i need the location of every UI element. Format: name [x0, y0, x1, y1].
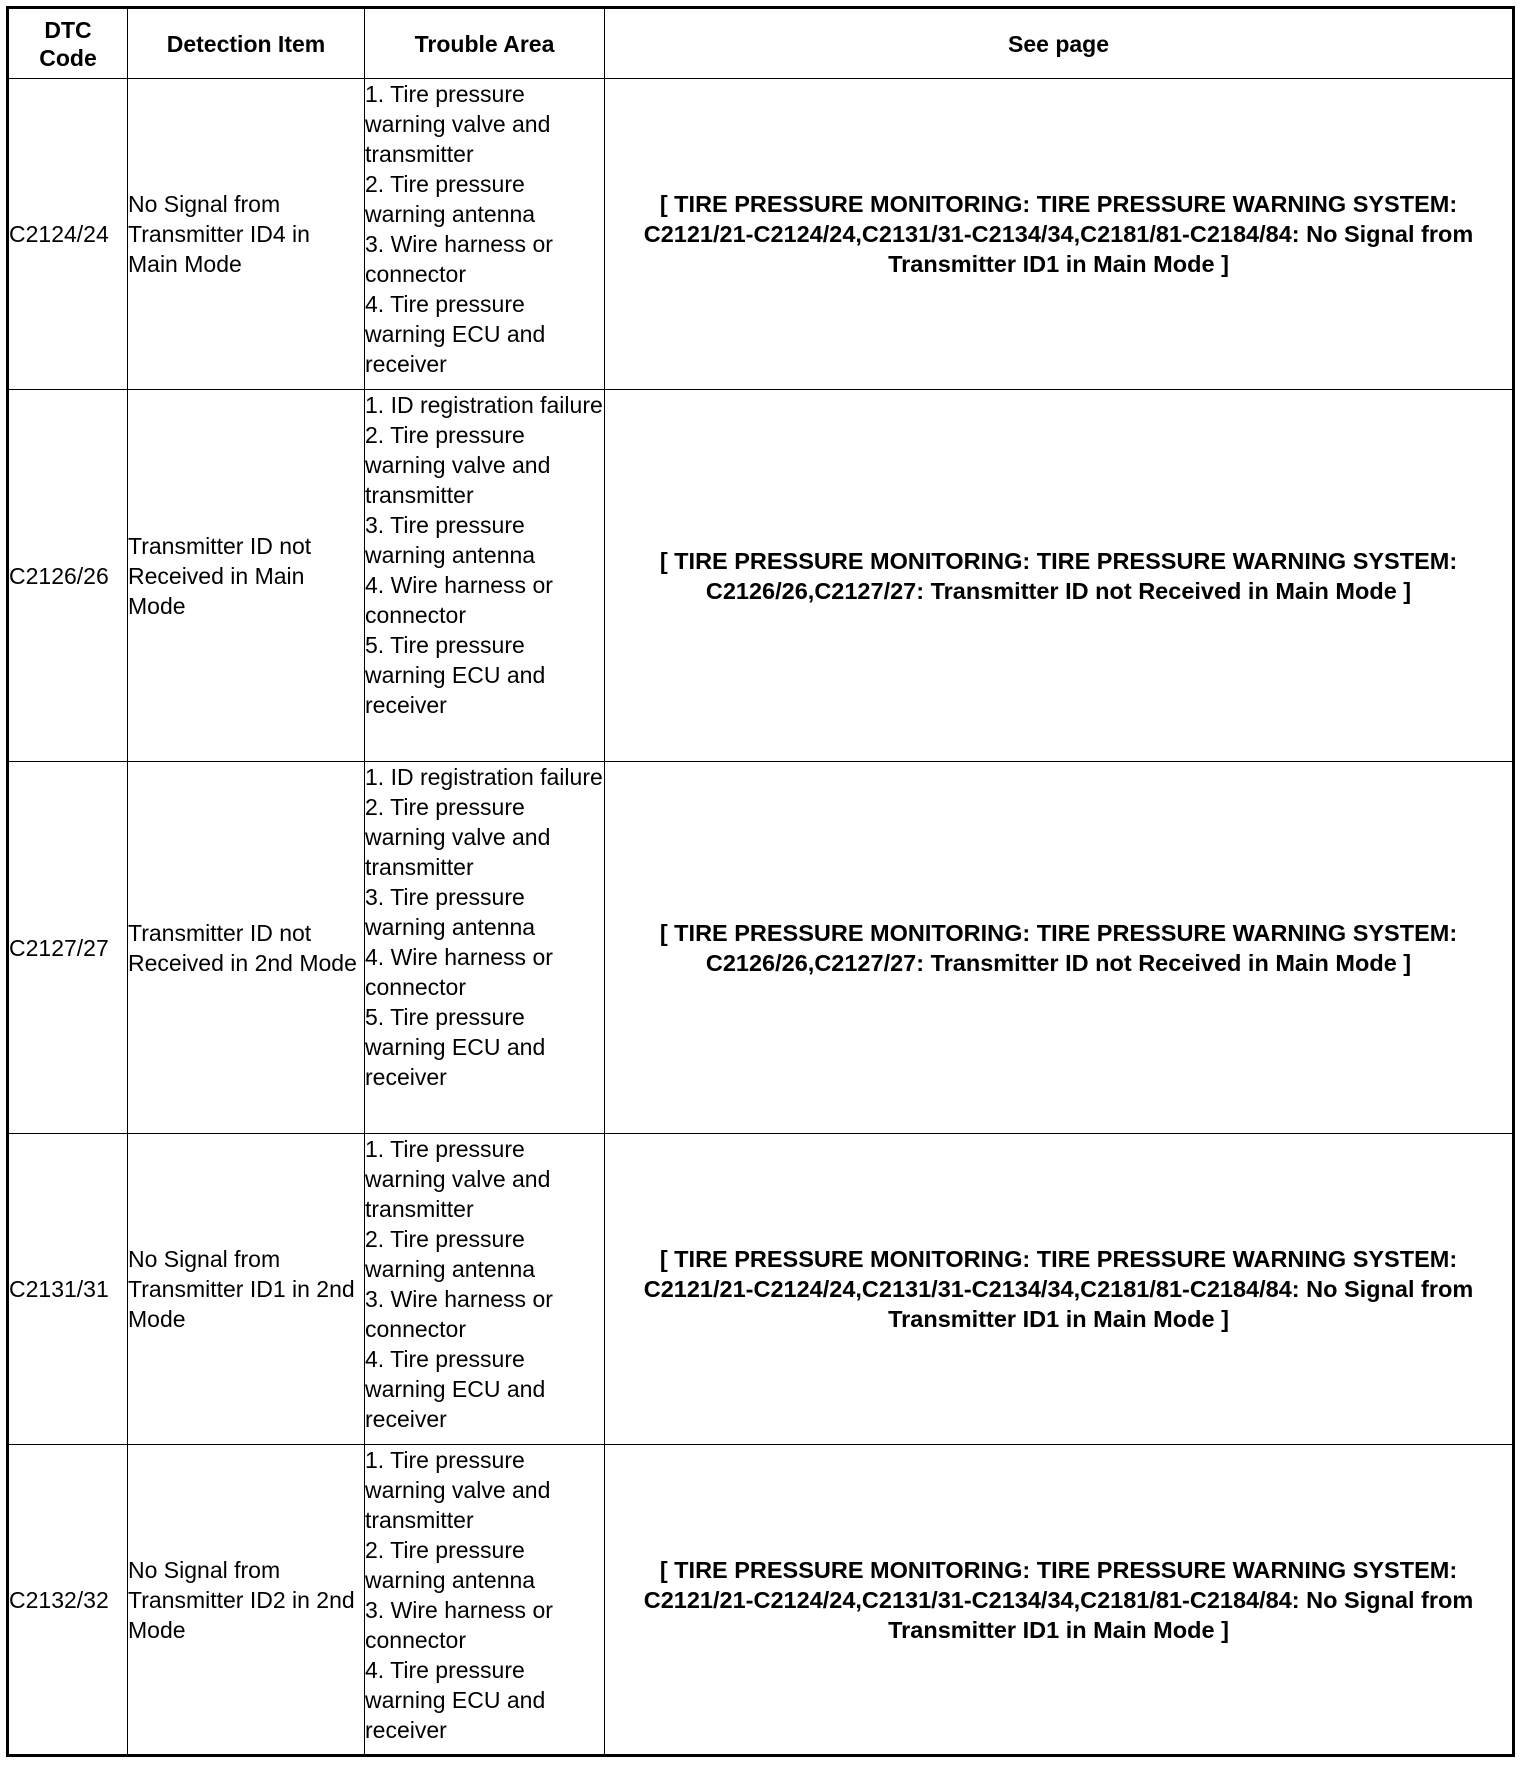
trouble-area-item: 4. Wire harness or connector — [365, 572, 553, 628]
see-page-link[interactable]: [ TIRE PRESSURE MONITORING: TIRE PRESSURE WARNING SYSTEM: C2121/21-C2124/24,C2131/31-C2134/34,C2181/81-C2184/84: No Signal from Transmitter ID1 in Main Mode ] — [605, 79, 1514, 390]
trouble-area-cell — [365, 1445, 605, 1756]
table-row — [8, 1445, 1514, 1756]
table-row — [8, 1134, 1514, 1445]
trouble-area-item: 1. Tire pressure warning valve and transmitter — [365, 1447, 551, 1533]
trouble-area-item: 3. Tire pressure warning antenna — [365, 884, 536, 940]
trouble-area-item: 2. Tire pressure warning valve and transmitter — [365, 422, 551, 508]
trouble-area-cell — [365, 1134, 605, 1445]
trouble-area-item: 3. Wire harness or connector — [365, 1286, 553, 1342]
see-page-link[interactable]: [ TIRE PRESSURE MONITORING: TIRE PRESSURE WARNING SYSTEM: C2121/21-C2124/24,C2131/31-C2134/34,C2181/81-C2184/84: No Signal from Transmitter ID1 in Main Mode ] — [605, 1445, 1514, 1756]
trouble-area-item: 3. Wire harness or connector — [365, 231, 553, 287]
detection-item-cell: No Signal from Transmitter ID1 in 2nd Mode — [128, 1134, 365, 1445]
detection-item-cell: No Signal from Transmitter ID2 in 2nd Mode — [128, 1445, 365, 1756]
trouble-area-item: 2. Tire pressure warning antenna — [365, 1226, 536, 1282]
trouble-area-item: 2. Tire pressure warning antenna — [365, 171, 536, 227]
dtc-code-cell: C2126/26 — [8, 390, 128, 762]
detection-item-cell: Transmitter ID not Received in 2nd Mode — [128, 762, 365, 1134]
trouble-area-item: 2. Tire pressure warning valve and transmitter — [365, 794, 551, 880]
see-page-link[interactable]: [ TIRE PRESSURE MONITORING: TIRE PRESSURE WARNING SYSTEM: C2126/26,C2127/27: Transmitter ID not Received in Main Mode ] — [605, 390, 1514, 762]
trouble-area-cell — [365, 390, 605, 762]
trouble-area-cell — [365, 762, 605, 1134]
trouble-area-cell — [365, 79, 605, 390]
trouble-area-item: 3. Tire pressure warning antenna — [365, 512, 536, 568]
detection-item-cell: No Signal from Transmitter ID4 in Main Mode — [128, 79, 365, 390]
header-see-page: See page — [605, 8, 1514, 79]
trouble-area-item: 1. ID registration failure — [365, 764, 603, 790]
detection-item-cell: Transmitter ID not Received in Main Mode — [128, 390, 365, 762]
table-body — [8, 79, 1514, 1756]
see-page-link[interactable]: [ TIRE PRESSURE MONITORING: TIRE PRESSURE WARNING SYSTEM: C2126/26,C2127/27: Transmitter ID not Received in Main Mode ] — [605, 762, 1514, 1134]
trouble-area-item: 5. Tire pressure warning ECU and receiver — [365, 632, 546, 718]
trouble-area-item: 1. ID registration failure — [365, 392, 603, 418]
trouble-area-item: 4. Tire pressure warning ECU and receiver — [365, 291, 546, 377]
see-page-link[interactable]: [ TIRE PRESSURE MONITORING: TIRE PRESSURE WARNING SYSTEM: C2121/21-C2124/24,C2131/31-C2134/34,C2181/81-C2184/84: No Signal from Transmitter ID1 in Main Mode ] — [605, 1134, 1514, 1445]
dtc-code-cell: C2131/31 — [8, 1134, 128, 1445]
header-dtc-code: DTC Code — [8, 8, 128, 79]
trouble-area-item: 4. Wire harness or connector — [365, 944, 553, 1000]
dtc-code-cell: C2132/32 — [8, 1445, 128, 1756]
trouble-area-item: 4. Tire pressure warning ECU and receiver — [365, 1346, 546, 1432]
trouble-area-item: 5. Tire pressure warning ECU and receiver — [365, 1004, 546, 1090]
dtc-table — [6, 6, 1515, 1757]
table-row — [8, 79, 1514, 390]
trouble-area-item: 1. Tire pressure warning valve and transmitter — [365, 1136, 551, 1222]
dtc-code-cell: C2124/24 — [8, 79, 128, 390]
trouble-area-item: 1. Tire pressure warning valve and transmitter — [365, 81, 551, 167]
header-trouble-area: Trouble Area — [365, 8, 605, 79]
trouble-area-item: 2. Tire pressure warning antenna — [365, 1537, 536, 1593]
table-row — [8, 390, 1514, 762]
header-detection-item: Detection Item — [128, 8, 365, 79]
trouble-area-item: 3. Wire harness or connector — [365, 1597, 553, 1653]
table-row — [8, 762, 1514, 1134]
header-row — [8, 8, 1514, 79]
dtc-code-cell: C2127/27 — [8, 762, 128, 1134]
trouble-area-item: 4. Tire pressure warning ECU and receiver — [365, 1657, 546, 1743]
